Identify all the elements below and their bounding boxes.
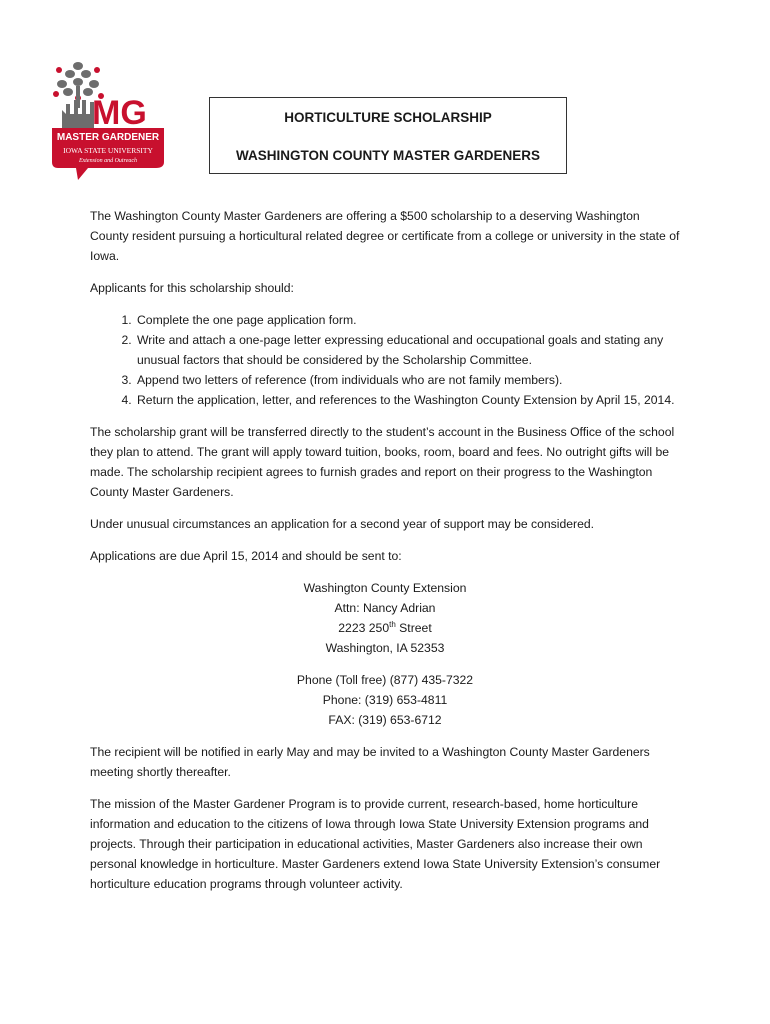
logo-division: Extension and Outreach	[78, 158, 138, 164]
address-street-suffix: th	[389, 619, 396, 629]
grant-paragraph: The scholarship grant will be transferred directly to the student’s account in the Business Office of the school they plan to attend. The grant will apply toward tuition, books, room, board and fees. No outright gifts will be made. The scholarship recipient agrees to furnish grades and report on their progress to the Washington County Master Gardeners.	[90, 425, 675, 499]
logo-program-name: MASTER GARDENER	[56, 132, 160, 143]
due-date-line: Applications are due April 15, 2014 and should be sent to:	[90, 549, 402, 563]
requirement-item: 3. Append two letters of reference (from individuals who are not family members).	[135, 370, 680, 390]
contact-numbers	[90, 670, 680, 730]
address-street	[90, 618, 680, 638]
requirement-item: 1. Complete the one page application form.	[135, 310, 680, 330]
title-line-1: HORTICULTURE SCHOLARSHIP	[284, 110, 492, 125]
phone-toll-free: Phone (Toll free) (877) 435-7322	[296, 673, 474, 687]
master-gardener-logo-graphic	[48, 58, 170, 182]
second-year-paragraph: Under unusual circumstances an application for a second year of support may be considered.	[90, 517, 595, 531]
notification-paragraph: The recipient will be notified in early May and may be invited to a Washington County Master Gardeners meeting shortly thereafter.	[90, 745, 650, 779]
address-street-name: Street	[395, 621, 432, 635]
master-gardener-logo	[48, 58, 170, 182]
address-street-number: 2223 250	[338, 621, 390, 635]
mailing-address	[90, 578, 680, 658]
address-org: Washington County Extension	[303, 581, 467, 595]
requirement-item: 4. Return the application, letter, and references to the Washington County Extension by April 15, 2014.	[135, 390, 680, 410]
title-box	[209, 97, 567, 174]
requirement-item: 2. Write and attach a one-page letter expressing educational and occupational goals and stating any unusual factors that should be considered by the Scholarship Committee.	[135, 330, 680, 370]
logo-university: IOWA STATE UNIVERSITY	[63, 146, 153, 155]
document-body	[90, 206, 680, 906]
address-city: Washington, IA 52353	[325, 641, 445, 655]
logo-initials: MG	[92, 94, 147, 132]
phone-local: Phone: (319) 653-4811	[322, 693, 448, 707]
address-attn: Attn: Nancy Adrian	[334, 601, 436, 615]
fax-number: FAX: (319) 653-6712	[328, 713, 442, 727]
applicants-lead: Applicants for this scholarship should:	[90, 281, 294, 295]
mission-paragraph: The mission of the Master Gardener Program is to provide current, research-based, home horticulture information and education to the citizens of Iowa through Iowa State University Extension programs and projects. Through their participation in educational activities, Master Gardeners also increase their own personal knowledge in horticulture. Master Gardeners extend Iowa State University Extension’s consumer horticulture education programs through volunteer activity.	[90, 797, 661, 891]
intro-paragraph: The Washington County Master Gardeners are offering a $500 scholarship to a deserving Washington County resident pursuing a horticultural related degree or certificate from a college or university in the state of Iowa.	[90, 209, 680, 263]
requirements-list	[90, 310, 680, 410]
title-line-2: WASHINGTON COUNTY MASTER GARDENERS	[235, 148, 541, 163]
